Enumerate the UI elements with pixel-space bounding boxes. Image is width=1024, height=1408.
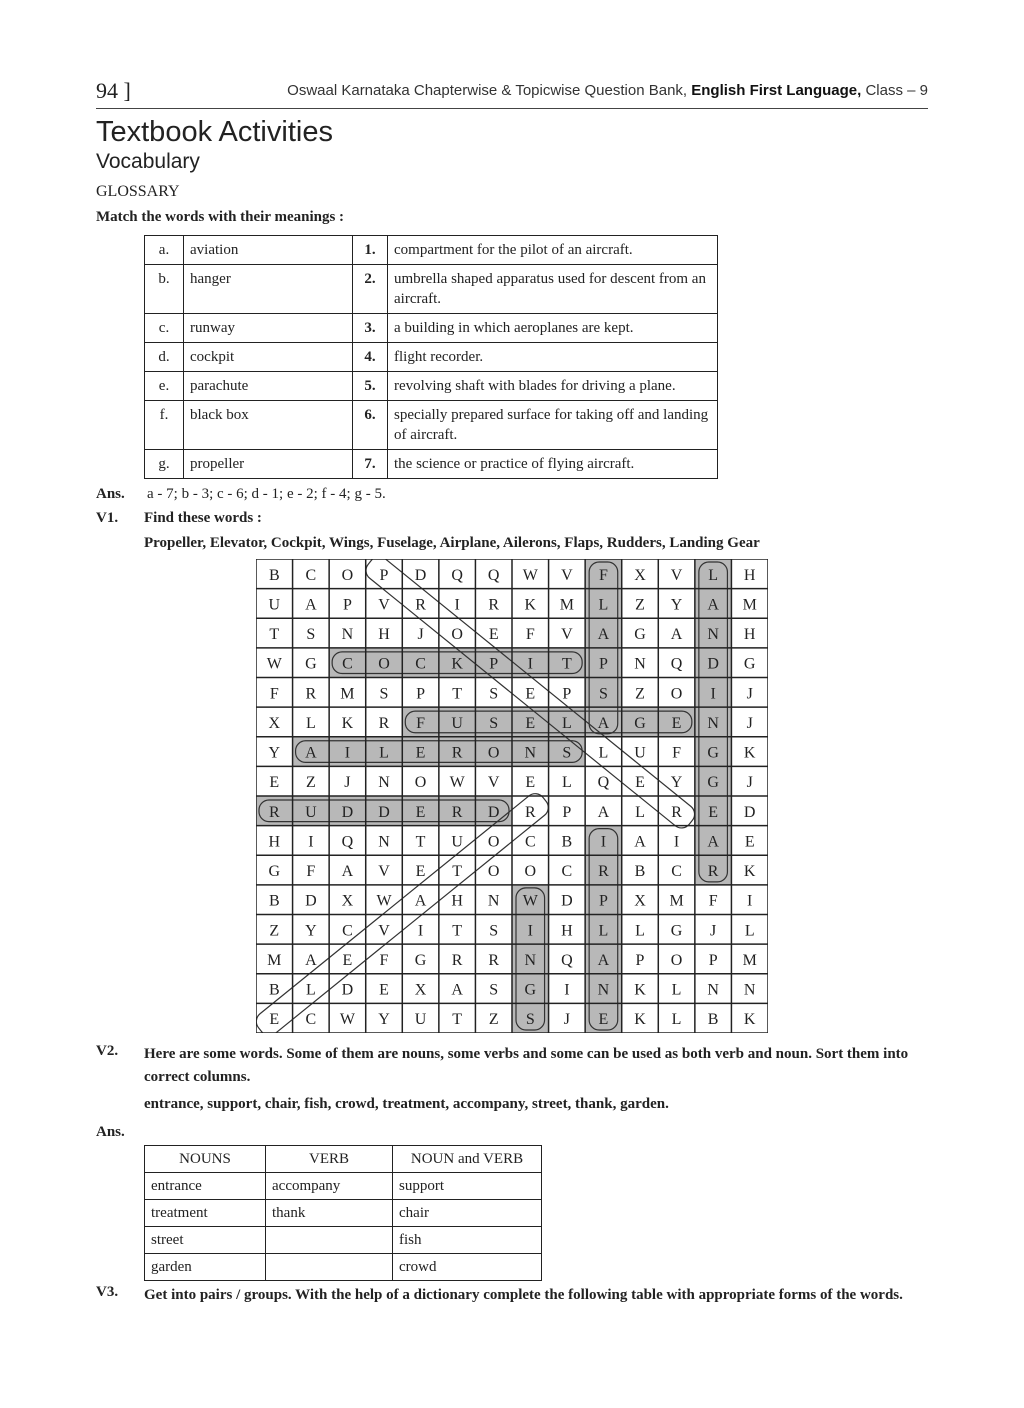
grid-letter: S xyxy=(489,714,499,732)
grid-letter: W xyxy=(449,774,465,792)
grid-letter: Y xyxy=(670,596,683,614)
grid-letter: F xyxy=(379,951,389,969)
v1-label: V1. xyxy=(96,510,119,526)
grid-letter: H xyxy=(743,626,756,644)
grid-letter: I xyxy=(344,744,351,762)
grid-letter: Q xyxy=(341,833,354,851)
grid-letter: C xyxy=(342,655,353,673)
section-subtitle: Vocabulary xyxy=(96,150,200,173)
grid-letter: V xyxy=(561,566,573,584)
grid-letter: B xyxy=(707,1011,719,1029)
table-row: garden crowd xyxy=(145,1254,542,1281)
grid-letter: R xyxy=(451,951,463,969)
grid-letter: L xyxy=(635,922,645,940)
grid-letter: Z xyxy=(305,774,316,792)
grid-letter: E xyxy=(269,1011,280,1029)
column-header: NOUN and VERB xyxy=(393,1146,542,1173)
section-title: Textbook Activities xyxy=(96,116,333,148)
grid-letter: R xyxy=(378,714,390,732)
v3-instruction: Get into pairs / groups. With the help of a dictionary complete the following table with appropriate forms of the words. xyxy=(144,1287,903,1303)
grid-letter: P xyxy=(562,685,572,703)
grid-letter: C xyxy=(524,833,536,851)
v1-instruction: Find these words : xyxy=(144,510,262,526)
grid-letter: Y xyxy=(268,744,281,762)
grid-letter: S xyxy=(525,1011,535,1029)
grid-letter: I xyxy=(454,596,460,614)
grid-letter: I xyxy=(417,922,424,940)
grid-letter: I xyxy=(747,892,753,910)
grid-letter: J xyxy=(746,714,753,732)
column-header: NOUNS xyxy=(145,1146,266,1173)
grid-letter: N xyxy=(487,892,500,910)
grid-letter: F xyxy=(269,685,279,703)
grid-letter: N xyxy=(597,981,610,999)
glossary-table xyxy=(144,235,718,479)
table-row: street fish xyxy=(145,1227,542,1254)
grid-letter: D xyxy=(378,803,390,821)
grid-letter: D xyxy=(487,803,500,821)
grid-letter: V xyxy=(487,774,500,792)
grid-letter: E xyxy=(525,685,536,703)
grid-letter: H xyxy=(268,833,281,851)
grid-letter: K xyxy=(634,1011,646,1029)
grid-letter: R xyxy=(488,596,500,614)
grid-letter: P xyxy=(708,951,718,969)
grid-letter: P xyxy=(416,685,426,703)
grid-letter: I xyxy=(527,655,533,673)
grid-letter: C xyxy=(305,1011,317,1029)
grid-letter: E xyxy=(635,774,645,792)
grid-letter: J xyxy=(563,1011,570,1029)
grid-letter: O xyxy=(451,626,463,644)
v2-answer-label: Ans. xyxy=(96,1124,125,1140)
grid-letter: N xyxy=(524,951,537,969)
grid-letter: P xyxy=(342,596,352,614)
grid-letter: W xyxy=(376,892,392,910)
book-title: Oswaal Karnataka Chapterwise & Topicwise Question Bank, English First Language, Class – 9 xyxy=(287,82,928,99)
grid-letter: L xyxy=(635,803,645,821)
grid-letter: W xyxy=(522,566,538,584)
grid-letter: D xyxy=(341,803,354,821)
grid-letter: A xyxy=(707,833,719,851)
grid-letter: A xyxy=(707,596,719,614)
grid-letter: V xyxy=(378,922,390,940)
grid-letter: I xyxy=(600,833,607,851)
grid-letter: V xyxy=(670,566,683,584)
page-number: 94 ] xyxy=(96,78,131,103)
grid-letter: Z xyxy=(635,596,645,614)
grid-letter: F xyxy=(708,892,718,910)
grid-letter: P xyxy=(489,655,499,673)
grid-letter: S xyxy=(379,685,389,703)
grid-letter: L xyxy=(561,774,572,792)
grid-letter: R xyxy=(598,863,609,881)
grid-letter: U xyxy=(451,714,463,732)
grid-letter: N xyxy=(378,833,390,851)
grid-letter: O xyxy=(670,685,683,703)
grid-letter: F xyxy=(416,714,426,732)
grid-letter: J xyxy=(417,626,424,644)
grid-letter: B xyxy=(268,892,280,910)
table-row: treatment thank chair xyxy=(145,1200,542,1227)
grid-letter: C xyxy=(671,863,682,881)
grid-letter: Y xyxy=(378,1011,390,1029)
grid-letter: A xyxy=(305,744,317,762)
grid-letter: X xyxy=(634,566,646,584)
grid-letter: R xyxy=(305,685,317,703)
grid-letter: Z xyxy=(635,685,645,703)
table-row: f. black box 6. specially prepared surface for taking off and landing of aircraft. xyxy=(145,401,718,450)
grid-letter: P xyxy=(562,803,572,821)
grid-letter: J xyxy=(746,774,753,792)
grid-letter: I xyxy=(564,981,570,999)
grid-letter: F xyxy=(598,566,608,584)
grid-letter: O xyxy=(670,951,683,969)
grid-letter: E xyxy=(525,714,536,732)
grid-letter: R xyxy=(671,803,682,821)
table-row: b. hanger 2. umbrella shaped apparatus used for descent from an aircraft. xyxy=(145,265,718,314)
word-search-grid xyxy=(256,559,768,1033)
grid-letter: G xyxy=(743,655,756,673)
grid-letter: K xyxy=(743,863,756,881)
grid-letter: A xyxy=(305,951,317,969)
grid-letter: D xyxy=(743,803,756,821)
grid-letter: A xyxy=(341,863,354,881)
grid-letter: N xyxy=(524,744,537,762)
grid-letter: S xyxy=(489,685,499,703)
grid-letter: N xyxy=(378,774,390,792)
grid-letter: L xyxy=(744,922,755,940)
grid-letter: E xyxy=(598,1011,609,1029)
grid-letter: M xyxy=(742,596,757,614)
grid-letter: Z xyxy=(269,922,280,940)
grid-letter: T xyxy=(452,922,463,940)
grid-letter: X xyxy=(268,714,281,732)
grid-letter: D xyxy=(341,981,354,999)
grid-letter: B xyxy=(634,863,646,881)
glossary-answer: a - 7; b - 3; c - 6; d - 1; e - 2; f - 4; g - 5. xyxy=(147,486,386,502)
grid-letter: T xyxy=(269,626,280,644)
grid-letter: S xyxy=(598,685,608,703)
grid-letter: R xyxy=(268,803,280,821)
grid-letter: K xyxy=(341,714,354,732)
v3-label: V3. xyxy=(96,1284,119,1300)
grid-letter: X xyxy=(414,981,427,999)
grid-letter: A xyxy=(414,892,427,910)
grid-letter: R xyxy=(488,951,500,969)
v2-word-list: entrance, support, chair, fish, crowd, treatment, accompany, street, thank, garden. xyxy=(144,1096,669,1112)
grid-letter: O xyxy=(341,566,354,584)
grid-letter: G xyxy=(524,981,537,999)
grid-letter: V xyxy=(561,626,573,644)
grid-letter: M xyxy=(669,892,684,910)
grid-letter: A xyxy=(597,803,610,821)
grid-letter: O xyxy=(524,863,537,881)
grid-letter: E xyxy=(379,981,389,999)
grid-letter: E xyxy=(415,863,426,881)
grid-letter: M xyxy=(559,596,574,614)
grid-letter: P xyxy=(598,655,608,673)
grid-letter: K xyxy=(634,981,646,999)
grid-letter: M xyxy=(267,951,282,969)
grid-letter: H xyxy=(743,566,756,584)
grid-letter: Q xyxy=(561,951,573,969)
table-header-row xyxy=(145,1146,542,1173)
grid-letter: G xyxy=(634,714,646,732)
grid-letter: A xyxy=(597,626,610,644)
grid-letter: L xyxy=(598,922,609,940)
grid-letter: T xyxy=(452,685,463,703)
grid-letter: A xyxy=(451,981,463,999)
v2-instruction: Here are some words. Some of them are nouns, some verbs and some can be used as both verb and noun. Sort them into correct columns. xyxy=(144,1046,909,1085)
grid-letter: L xyxy=(379,744,389,762)
grid-letter: K xyxy=(743,1011,756,1029)
grid-letter: E xyxy=(415,803,426,821)
grid-letter: G xyxy=(634,626,646,644)
grid-letter: J xyxy=(344,774,351,792)
grid-letter: W xyxy=(266,655,282,673)
grid-letter: A xyxy=(670,626,683,644)
grid-letter: K xyxy=(451,655,463,673)
grid-letter: I xyxy=(673,833,680,851)
grid-letter: H xyxy=(451,892,463,910)
grid-letter: G xyxy=(670,922,683,940)
grid-letter: O xyxy=(414,774,427,792)
grid-letter: T xyxy=(452,863,463,881)
grid-letter: L xyxy=(305,714,316,732)
grid-letter: N xyxy=(743,981,756,999)
glossary-answer-label: Ans. xyxy=(96,486,125,502)
grid-letter: L xyxy=(708,566,719,584)
grid-letter: L xyxy=(598,744,609,762)
grid-letter: J xyxy=(746,685,753,703)
grid-letter: Y xyxy=(670,774,683,792)
grid-letter: P xyxy=(379,566,389,584)
grid-letter: D xyxy=(414,566,427,584)
table-row: g. propeller 7. the science or practice of flying aircraft. xyxy=(145,450,718,479)
glossary-instruction: Match the words with their meanings : xyxy=(96,209,345,225)
grid-letter: C xyxy=(342,922,353,940)
grid-letter: S xyxy=(306,626,316,644)
grid-letter: U xyxy=(414,1011,427,1029)
grid-letter: R xyxy=(707,863,719,881)
table-row: e. parachute 5. revolving shaft with blades for driving a plane. xyxy=(145,372,718,401)
grid-letter: T xyxy=(452,1011,463,1029)
grid-letter: O xyxy=(378,655,390,673)
grid-letter: A xyxy=(597,951,610,969)
grid-letter: E xyxy=(342,951,353,969)
grid-letter: U xyxy=(268,596,281,614)
column-header: VERB xyxy=(266,1146,393,1173)
grid-letter: W xyxy=(522,892,538,910)
grid-letter: L xyxy=(671,981,682,999)
grid-letter: L xyxy=(671,1011,682,1029)
grid-letter: E xyxy=(525,774,536,792)
grid-letter: N xyxy=(707,714,719,732)
grid-letter: G xyxy=(305,655,317,673)
grid-letter: T xyxy=(415,833,426,851)
grid-letter: Q xyxy=(487,566,500,584)
grid-letter: H xyxy=(561,922,573,940)
v2-label: V2. xyxy=(96,1043,119,1059)
grid-letter: R xyxy=(524,803,536,821)
grid-letter: L xyxy=(598,596,609,614)
grid-letter: Q xyxy=(451,566,463,584)
grid-letter: T xyxy=(561,655,572,673)
grid-letter: L xyxy=(305,981,316,999)
grid-letter: C xyxy=(415,655,426,673)
grid-letter: B xyxy=(268,981,280,999)
grid-letter: D xyxy=(561,892,573,910)
grid-letter: B xyxy=(561,833,573,851)
grid-letter: W xyxy=(339,1011,355,1029)
grid-letter: G xyxy=(414,951,427,969)
grid-letter: N xyxy=(707,981,719,999)
grid-letter: O xyxy=(487,863,500,881)
grid-letter: K xyxy=(743,744,756,762)
grid-letter: I xyxy=(710,685,716,703)
grid-letter: R xyxy=(451,803,463,821)
table-row: entrance accompany support xyxy=(145,1173,542,1200)
grid-letter: U xyxy=(634,744,646,762)
grid-letter: N xyxy=(634,655,646,673)
grid-letter: E xyxy=(415,744,426,762)
grid-letter: L xyxy=(561,714,572,732)
grid-letter: B xyxy=(268,566,280,584)
grid-letter: G xyxy=(268,863,281,881)
table-row: c. runway 3. a building in which aeroplanes are kept. xyxy=(145,314,718,343)
grid-letter: G xyxy=(707,744,719,762)
grid-letter: S xyxy=(489,922,499,940)
grid-letter: E xyxy=(488,626,499,644)
grid-letter: G xyxy=(707,774,719,792)
grid-letter: S xyxy=(562,744,572,762)
grid-letter: M xyxy=(340,685,355,703)
grid-letter: A xyxy=(305,596,317,614)
grid-letter: R xyxy=(415,596,426,614)
grid-letter: M xyxy=(742,951,757,969)
noun-verb-table xyxy=(144,1145,542,1281)
page-header xyxy=(96,78,928,109)
grid-letter: E xyxy=(269,774,280,792)
grid-letter: U xyxy=(305,803,317,821)
grid-letter: E xyxy=(708,803,719,821)
grid-letter: J xyxy=(710,922,717,940)
grid-letter: N xyxy=(707,626,719,644)
grid-letter: H xyxy=(378,626,390,644)
grid-letter: O xyxy=(487,833,500,851)
v1-word-list: Propeller, Elevator, Cockpit, Wings, Fuselage, Airplane, Ailerons, Flaps, Rudders, Landing Gear xyxy=(144,535,760,551)
grid-letter: P xyxy=(635,951,645,969)
grid-letter: F xyxy=(525,626,535,644)
grid-letter: R xyxy=(451,744,463,762)
grid-letter: F xyxy=(306,863,316,881)
grid-letter: O xyxy=(487,744,500,762)
grid-letter: X xyxy=(341,892,354,910)
grid-letter: V xyxy=(378,596,390,614)
grid-letter: S xyxy=(489,981,499,999)
grid-letter: X xyxy=(634,892,646,910)
table-row: a. aviation 1. compartment for the pilot of an aircraft. xyxy=(145,236,718,265)
grid-letter: P xyxy=(598,892,608,910)
grid-letter: N xyxy=(341,626,354,644)
table-row: d. cockpit 4. flight recorder. xyxy=(145,343,718,372)
grid-letter: U xyxy=(451,833,463,851)
grid-letter: Q xyxy=(670,655,683,673)
grid-letter: Z xyxy=(488,1011,499,1029)
grid-letter: D xyxy=(305,892,317,910)
grid-letter: A xyxy=(634,833,646,851)
glossary-heading: GLOSSARY xyxy=(96,183,180,200)
grid-letter: K xyxy=(524,596,537,614)
grid-letter: D xyxy=(707,655,719,673)
grid-letter: E xyxy=(744,833,755,851)
grid-letter: Y xyxy=(305,922,317,940)
grid-letter: C xyxy=(305,566,317,584)
grid-letter: E xyxy=(671,714,682,732)
grid-letter: A xyxy=(597,714,610,732)
grid-letter: V xyxy=(378,863,390,881)
grid-letter: I xyxy=(308,833,314,851)
grid-letter: Q xyxy=(597,774,610,792)
grid-letter: F xyxy=(672,744,682,762)
grid-letter: I xyxy=(527,922,533,940)
grid-letter: C xyxy=(561,863,573,881)
